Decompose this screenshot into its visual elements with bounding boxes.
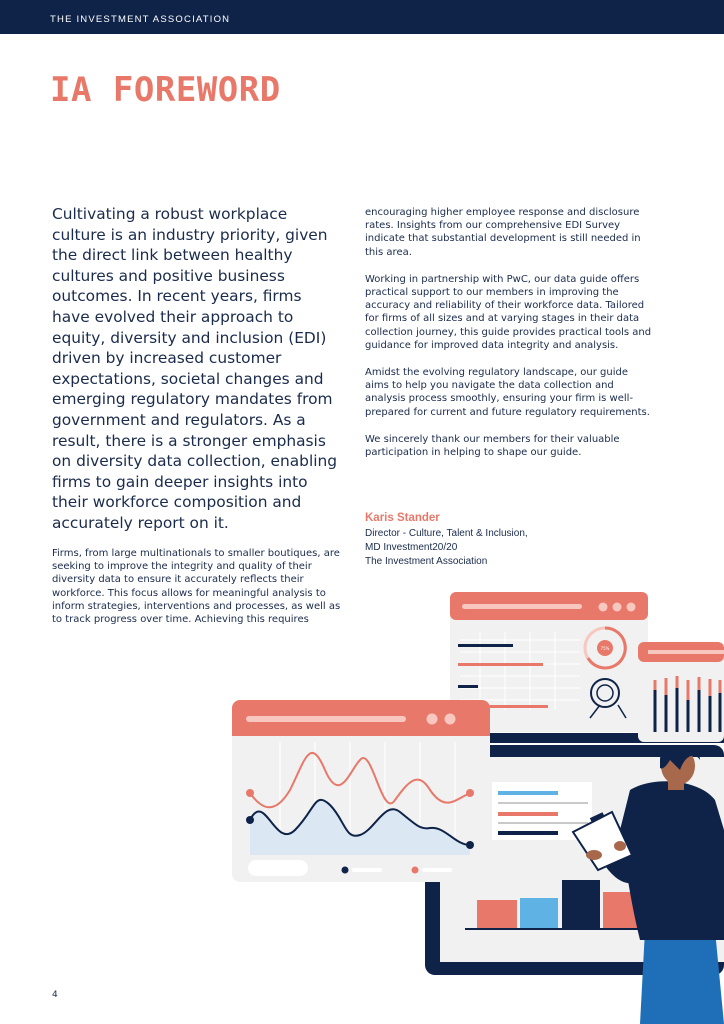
page-number: 4 [52,990,58,1000]
org-name: THE INVESTMENT ASSOCIATION [50,14,231,25]
lead-paragraph: Cultivating a robust workplace culture is an industry priority, given the direct link between healthy cultures and positive business outcomes. In recent years, firms have evolved their approach to equity, diversity and inclusion (EDI) driven by increased customer expectations, societal changes and emerging regulatory mandates from government and regulators. As a result, there is a stronger emphasis on diversity data collection, enabling firms to gain deeper insights into their workforce composition and accurately report on it. [52,205,338,532]
bar-mark [520,898,558,928]
bar-mark [562,880,600,928]
signatory-role-2: MD Investment20/20 [365,542,458,553]
bar-panel-illustration [638,642,724,742]
signatory-name: Karis Stander [365,512,440,524]
bar-mark [477,900,517,928]
body-paragraph: encouraging higher employee response and disclosure rates. Insights from our comprehensive EDI Survey indicate that substantial development is still needed in this area. [365,207,641,258]
signatory-role: Director - Culture, Talent & Inclusion, [365,528,528,539]
body-paragraph: We sincerely thank our members for their valuable participation in helping to shape our guide. [365,433,620,459]
body-paragraph: Amidst the evolving regulatory landscape, our guide aims to help you navigate the data collection and analysis process smoothly, ensuring your firm is well-prepared for current and future regulatory requirements. [365,367,650,418]
body-paragraph: Working in partnership with PwC, our data guide offers practical support to our members in improving the accuracy and reliability of their workforce data. Tailored for firms of all sizes and at varying stages in their data collection journey, this guide provides practical tools and guidance for improved data integrity and analysis. [365,273,652,351]
page-title: IA FOREWORD [50,70,281,110]
gauge-label: 75% [600,646,610,651]
wave-chart-panel-illustration [232,700,490,882]
signatory-org: The Investment Association [365,556,488,567]
body-paragraph-left: Firms, from large multinationals to smaller boutiques, are seeking to improve the integrity and quality of their diversity data to ensure it accurately reflects their workforce. This focus allows for meaningful analysis to inform strategies, interventions and processes, as well as to track progress over time. Achieving this requires [52,548,341,626]
